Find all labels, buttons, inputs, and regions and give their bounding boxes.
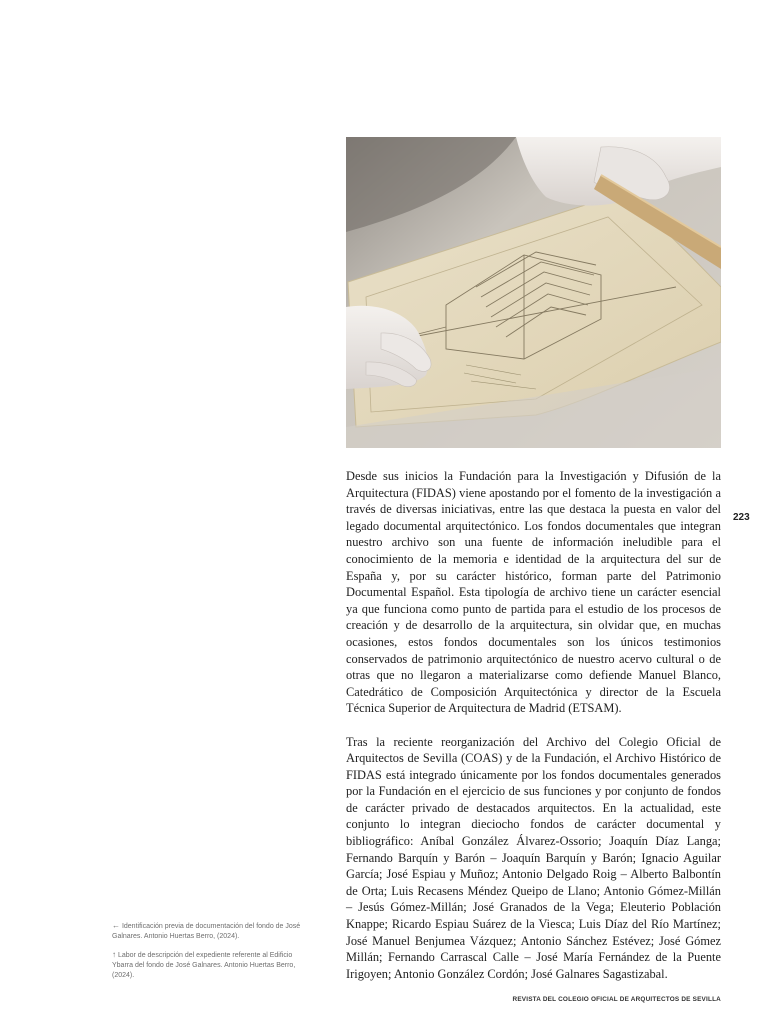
arrow-left-icon: ←	[112, 921, 120, 930]
archive-photo-illustration	[346, 137, 721, 448]
body-paragraph-2: Tras la reciente reorganización del Archivo del Colegio Oficial de Arquitectos de Sevilla (COAS) y de la Fundación, el Archivo Histórico de FIDAS está integrado únicamente por los fondos documentales generados por la Fundación en el ejercicio de sus funciones y por conjunto de fondos de carácter privado de destacados arquitectos. En la actualidad, este conjunto lo integran dieciocho fondos de carácter documental y bibliográfico: Aníbal González Álvarez-Ossorio; Joaquín Díaz Langa; Fernando Barquín y Barón – Joaquín Barquín y Barón; Ignacio Aguilar García; José Espiau y Muñoz; Antonio Delgado Roig – Alberto Balbontín de Orta; Luis Recasens Méndez Queipo de Llano; Antonio Gómez-Millán – Jesús Gómez-Millán; José Granados de la Vega; Eleuterio Población Knappe; Ricardo Espiau Suárez de la Viesca; Luis Díaz del Río Martínez; José Manuel Benjumea Vázquez; Antonio Sánchez Estévez; José Gómez Millán; Fernando Carrascal Calle – José María Fernández de la Puente Irigoyen; Antonio González Cordón; José Galnares Sagastizabal.	[346, 734, 721, 981]
page-number: 223	[733, 512, 750, 523]
photo-captions	[112, 921, 312, 989]
caption-2	[112, 950, 312, 981]
article-body	[346, 468, 721, 999]
body-paragraph-1: Desde sus inicios la Fundación para la Investigación y Difusión de la Arquitectura (FIDAS) viene apostando por el fomento de la investigación a través de diversas iniciativas, entre las que destaca la puesta en valor del legado documental arquitectónico. Los fondos documentales que integran nuestro archivo son una fuente de información ineludible para el conocimiento de la memoria e identidad de la arquitectura del sur de España y, por su carácter histórico, forman parte del Patrimonio Documental Español. Esta tipología de archivo tiene un carácter esencial ya que funciona como punto de partida para el estudio de los procesos de creación y de desarrollo de la arquitectura, sin olvidar que, en muchas ocasiones, estos fondos documentales son los únicos testimonios conservados de patrimonio arquitectónico de nuestro acervo cultural o de otras que no llegaron a materializarse como defiende Manuel Blanco, Catedrático de Composición Arquitectónica y director de la Escuela Técnica Superior de Arquitectura de Madrid (ETSAM).	[346, 469, 721, 716]
caption-1	[112, 921, 312, 942]
archive-photo	[346, 137, 721, 448]
arrow-up-icon: ↑	[112, 950, 116, 959]
journal-footer: REVISTA DEL COLEGIO OFICIAL DE ARQUITECTOS DE SEVILLA	[512, 996, 721, 1003]
caption-2-text: Labor de descripción del expediente referente al Edificio Ybarra del fondo de José Galnares. Antonio Huertas Berro, (2024).	[112, 952, 296, 979]
caption-1-text: Identificación previa de documentación del fondo de José Galnares. Antonio Huertas Berro, (2024).	[112, 923, 301, 940]
